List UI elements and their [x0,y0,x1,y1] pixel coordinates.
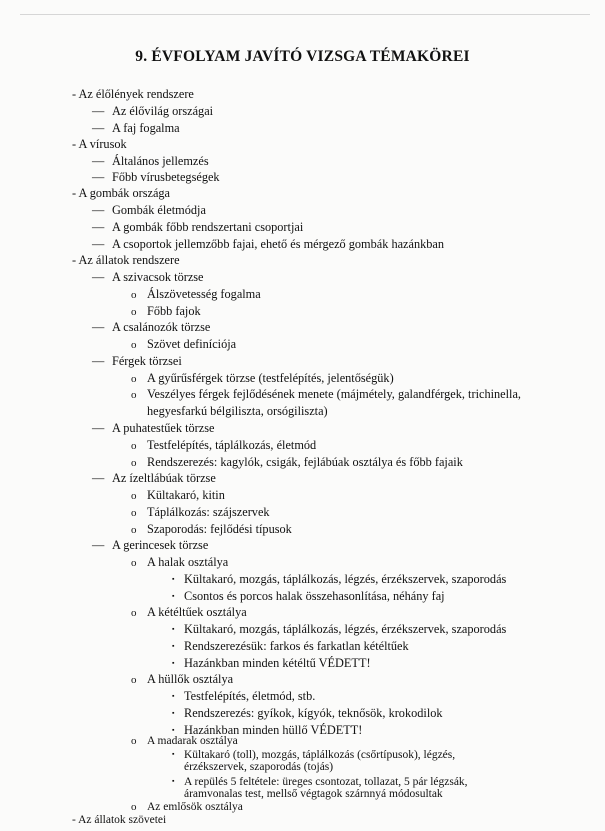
dash-marker: — [92,220,105,234]
detail-item: o Álszövetesség fogalma [131,287,261,301]
circle-marker: o [131,440,137,452]
circle-marker: o [131,607,137,619]
circle-marker: o [131,524,137,536]
square-bullet-icon: ▪ [172,750,175,758]
circle-marker: o [131,339,137,351]
detail-item: o Szövet definíciója [131,337,237,351]
circle-marker: o [131,735,137,747]
scan-artifact-line [20,14,590,15]
subtopic-item: — Az ízeltlábúak törzse [92,471,216,485]
bullet-item: ▪ Hazánkban minden hüllő VÉDETT! [172,723,363,737]
bullet-item: ▪ Rendszerezésük: farkos és farkatlan kétéltűek [172,639,409,653]
bullet-item: ▪ Kültakaró (toll), mozgás, táplálkozás (csőrtípusok), légzés, [172,749,456,761]
subtopic-item: — A szivacsok törzse [92,270,204,284]
dash-marker: — [92,320,105,334]
square-bullet-icon: ▪ [172,625,175,633]
subtopic-item: — Gombák életmódja [92,203,206,217]
topic-item: - A vírusok [72,137,127,151]
detail-item: o A madarak osztálya [131,735,238,747]
detail-item: o Táplálkozás: szájszervek [131,505,270,519]
dash-marker: — [92,471,105,485]
bullet-item: ▪ Hazánkban minden kétéltű VÉDETT! [172,656,371,670]
dash-marker: — [92,237,105,251]
circle-marker: o [131,557,137,569]
bullet-item: ▪ Rendszerezés: gyíkok, kígyók, teknősök, krokodilok [172,706,443,720]
detail-item: o Kültakaró, kitin [131,488,225,502]
detail-item: o Főbb fajok [131,304,201,318]
detail-item: o Veszélyes férgek fejlődésének menete (májmétely, galandférgek, trichinella, [131,387,521,401]
square-bullet-icon: ▪ [172,642,175,650]
dash-marker: — [92,354,105,368]
detail-item: o A kétéltűek osztálya [131,605,247,619]
square-bullet-icon: ▪ [172,709,175,717]
bullet-item-continuation: áramvonalas test, mellső végtagok szárnnyá módosultak [184,788,443,800]
dash-marker: — [92,203,105,217]
topic-item: - A gombák országa [72,186,171,200]
circle-marker: o [131,801,137,813]
circle-marker: o [131,289,137,301]
square-bullet-icon: ▪ [172,592,175,600]
square-bullet-icon: ▪ [172,777,175,785]
dash-marker: — [92,170,105,184]
detail-item: o A gyűrűsférgek törzse (testfelépítés, jelentőségük) [131,371,394,385]
bullet-item: ▪ Kültakaró, mozgás, táplálkozás, légzés, érzékszervek, szaporodás [172,572,507,586]
subtopic-item: — A faj fogalma [92,121,180,135]
page-title: 9. ÉVFOLYAM JAVÍTÓ VIZSGA TÉMAKÖREI [135,48,470,65]
subtopic-item: — A gombák főbb rendszertani csoportjai [92,220,304,234]
circle-marker: o [131,457,137,469]
circle-marker: o [131,507,137,519]
square-bullet-icon: ▪ [172,575,175,583]
bullet-item: ▪ Kültakaró, mozgás, táplálkozás, légzés, érzékszervek, szaporodás [172,622,507,636]
dash-marker: — [92,538,105,552]
dash-marker: — [92,421,105,435]
subtopic-item: — A csalánozók törzse [92,320,211,334]
subtopic-item: — Főbb vírusbetegségek [92,170,220,184]
circle-marker: o [131,389,137,401]
detail-item: o Szaporodás: fejlődési típusok [131,522,292,536]
square-bullet-icon: ▪ [172,692,175,700]
circle-marker: o [131,674,137,686]
detail-item: o Az emlősök osztálya [131,801,243,813]
subtopic-item: — A csoportok jellemzőbb fajai, ehető és mérgező gombák hazánkban [92,237,445,251]
circle-marker: o [131,373,137,385]
subtopic-item: — A puhatestűek törzse [92,421,215,435]
topic-item: - Az élőlények rendszere [72,87,194,101]
detail-item: o Rendszerezés: kagylók, csigák, fejlábúak osztálya és főbb fajaik [131,455,463,469]
subtopic-item: — Férgek törzsei [92,354,182,368]
dash-marker: — [92,270,105,284]
square-bullet-icon: ▪ [172,726,175,734]
dash-marker: — [92,121,105,135]
detail-item: o A halak osztálya [131,555,229,569]
subtopic-item: — A gerincesek törzse [92,538,209,552]
detail-item-continuation: hegyesfarkú bélgiliszta, orsógiliszta) [147,404,328,418]
bullet-item: ▪ Testfelépítés, életmód, stb. [172,689,316,703]
subtopic-item: — Az élővilág országai [92,104,214,118]
bullet-item: ▪ A repülés 5 feltétele: üreges csontozat, tollazat, 5 pár légzsák, [172,776,468,788]
topic-item: - Az állatok szövetei [72,814,167,826]
detail-item: o Testfelépítés, táplálkozás, életmód [131,438,317,452]
bullet-item: ▪ Csontos és porcos halak összehasonlítása, néhány faj [172,589,445,603]
circle-marker: o [131,306,137,318]
bullet-item-continuation: érzékszervek, szaporodás (tojás) [184,761,334,773]
detail-item: o A hüllők osztálya [131,672,234,686]
dash-marker: — [92,154,105,168]
square-bullet-icon: ▪ [172,659,175,667]
topic-item: - Az állatok rendszere [72,253,180,267]
dash-marker: — [92,104,105,118]
subtopic-item: — Általános jellemzés [92,154,209,168]
circle-marker: o [131,490,137,502]
